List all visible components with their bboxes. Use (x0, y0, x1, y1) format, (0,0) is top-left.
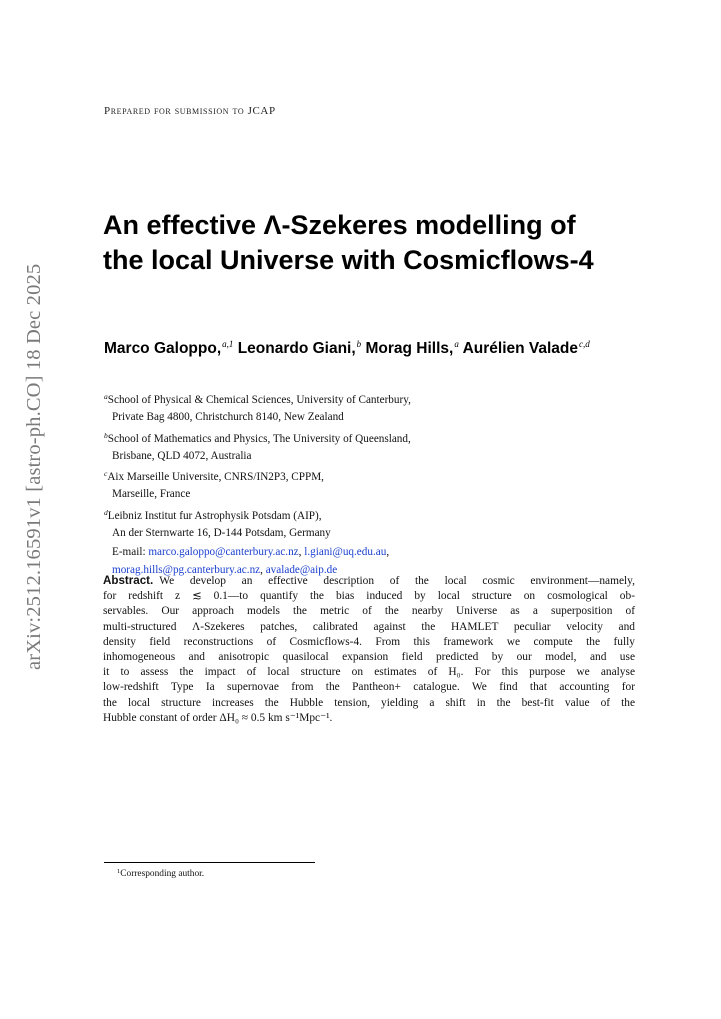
footnote-text: Corresponding author. (120, 869, 205, 879)
author (365, 340, 458, 357)
abstract (103, 573, 635, 726)
affiliation-line: An der Sternwarte 16, D-144 Potsdam, Germany (112, 527, 331, 540)
title-line-1: An effective Λ-Szekeres modelling of (103, 210, 576, 240)
author-affiliation-mark: c,d (579, 339, 590, 349)
affiliation-line: Brisbane, QLD 4072, Australia (112, 449, 252, 462)
paper-title (103, 208, 663, 278)
author-name: Leonardo Giani, (237, 340, 356, 357)
affiliation-mark: c (104, 469, 108, 479)
abstract-label: Abstract. (103, 574, 154, 587)
author-affiliation-mark: a (454, 339, 459, 349)
email-link[interactable]: avalade@aip.de (265, 563, 338, 576)
abstract-line: inhomogeneous and anisotropic quasilocal expansion field predicted by our model, and use (103, 651, 635, 664)
affiliation-line: Private Bag 4800, Christchurch 8140, New Zealand (112, 411, 344, 424)
arxiv-identifier-stamp (23, 263, 49, 670)
affiliation-line: Leibniz Institut fur Astrophysik Potsdam (AIP), (107, 509, 322, 522)
abstract-line: it to assess the impact of local structure on estimates of H₀. For this purpose we analyse (103, 666, 635, 679)
abstract-line: servables. Our approach models the metric of the nearby Universe as a superposition of (103, 605, 635, 618)
footnote (117, 868, 204, 879)
affiliation-b (104, 427, 624, 466)
affiliations (104, 388, 624, 579)
author (463, 340, 590, 357)
author (238, 340, 361, 357)
author (104, 340, 233, 357)
email-link[interactable]: morag.hills@pg.canterbury.ac.nz (112, 563, 261, 576)
email-link[interactable]: l.giani@uq.edu.au (304, 546, 387, 559)
abstract-line: multi-structured Λ-Szekeres patches, calibrated against the HAMLET peculiar velocity and (103, 620, 635, 633)
abstract-line-text: We develop an effective description of the local cosmic environment—namely, (159, 575, 635, 587)
author-list (104, 335, 604, 358)
affiliation-c (104, 465, 624, 504)
footnote-mark: 1 (117, 868, 121, 875)
affiliation-line: Marseille, France (112, 488, 191, 501)
affiliation-mark: d (104, 507, 108, 517)
email-link[interactable]: marco.galoppo@canterbury.ac.nz (148, 546, 299, 559)
email-block: E-mail: marco.galoppo@canterbury.ac.nz, l.giani@uq.edu.au, morag.hills@pg.canterbury.ac.nz, avalade@aip.de (112, 546, 390, 576)
author-name: Aurélien Valade (462, 340, 579, 357)
abstract-line (103, 573, 635, 589)
abstract-line: Hubble constant of order ΔH₀ ≈ 0.5 km s⁻¹Mpc⁻¹. (103, 711, 333, 724)
footnote-rule (104, 862, 315, 863)
affiliation-line: School of Physical & Chemical Sciences, University of Canterbury, (107, 394, 411, 406)
email-label: E-mail: (112, 546, 146, 559)
affiliation-a (104, 388, 624, 427)
author-name: Marco Galoppo, (104, 340, 222, 357)
affiliation-line: Aix Marseille Universite, CNRS/IN2P3, CPPM, (107, 471, 324, 484)
affiliation-mark: b (104, 430, 108, 440)
preparation-note (104, 105, 276, 117)
affiliation-d (104, 504, 624, 543)
arxiv-identifier-text: arXiv:2512.16591v1 [astro-ph.CO] 18 Dec 2025 (23, 263, 45, 670)
author-name: Morag Hills, (365, 340, 454, 357)
abstract-line: for redshift z ≲ 0.1—to quantify the bias induced by local structure on cosmological ob- (103, 590, 635, 603)
abstract-line: the local structure increases the Hubble tension, yielding a shift in the best-fit value of the (103, 696, 635, 709)
affiliation-line: School of Mathematics and Physics, The University of Queensland, (107, 432, 411, 445)
preparation-prefix: Prepared for submission to (104, 105, 245, 117)
author-affiliation-mark: a,1 (222, 339, 234, 349)
journal-venue: JCAP (247, 105, 276, 117)
title-line-2: the local Universe with Cosmicflows-4 (103, 245, 594, 275)
affiliation-mark: a (104, 392, 108, 401)
author-affiliation-mark: b (356, 339, 362, 349)
abstract-line: low-redshift Type Ia supernovae from the Pantheon+ catalogue. We find that accounting for (103, 681, 635, 694)
abstract-line: density field reconstructions of Cosmicflows-4. From this framework we compute the fully (103, 635, 635, 648)
